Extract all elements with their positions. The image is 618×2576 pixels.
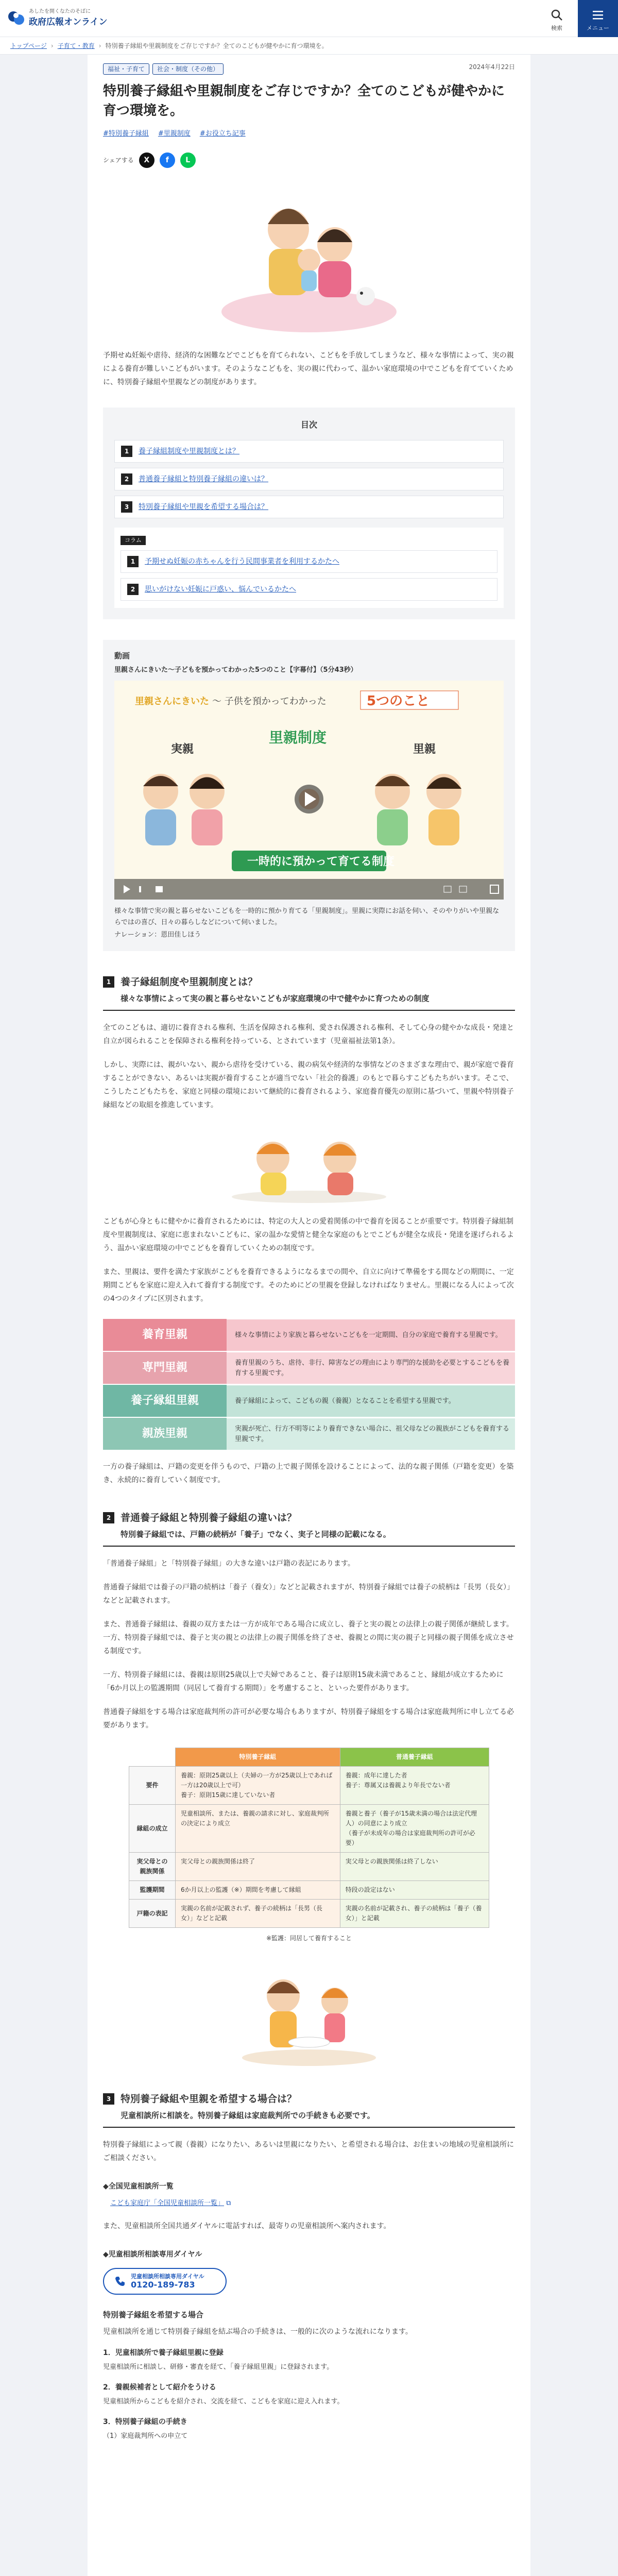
article-container: [88, 55, 530, 2576]
breadcrumb-home[interactable]: トップページ: [10, 42, 47, 49]
comparison-table: [129, 1748, 489, 1928]
banner-mid-text: 〜 子供を預かってわかった: [212, 696, 327, 707]
foster-type-desc: 実親が死亡、行方不明等により養育できない場合に、祖父母などの親族がこどもを養育する里親です。: [227, 1418, 515, 1450]
banner-small-text: 里親さんにきいた: [135, 696, 209, 707]
step-desc: 児童相談所に相談し、研修・審査を経て、「養子縁組里親」に登録されます。: [103, 2363, 334, 2371]
category-tag[interactable]: 福祉・子育て: [103, 63, 149, 75]
left-label: 実親: [171, 743, 194, 756]
menu-label: メニュー: [587, 25, 609, 31]
share-bar: [103, 151, 515, 170]
row-label: 縁組の成立: [129, 1805, 176, 1853]
toc-column-item[interactable]: [121, 550, 497, 573]
menu-button[interactable]: [578, 0, 618, 37]
section-heading-1: [103, 975, 515, 1011]
row-label: 実父母との親族関係: [129, 1853, 176, 1881]
table-cell: 特段の設定はない: [340, 1881, 489, 1900]
toc-number: 1: [121, 446, 132, 457]
foster-type-row: [103, 1418, 515, 1450]
logo-tagline: あしたを開くなたのそばに: [29, 9, 91, 14]
subheading: 特別養子縁組を希望する場合: [103, 2310, 204, 2319]
breadcrumb: [0, 37, 618, 55]
section-subtitle: 特別養子縁組では、戸籍の続柄が「養子」でなく、実子と同様の記載になる。: [121, 1530, 391, 1539]
right-label: 里親: [413, 743, 436, 756]
hashtag-link[interactable]: #お役立ち記事: [199, 130, 246, 138]
table-cell: 6か月以上の監護（※）期間を考慮して縁組: [176, 1881, 340, 1900]
table-note: ※監護：同居して養育すること: [266, 1935, 352, 1942]
search-label: 検索: [551, 25, 562, 31]
toc-item[interactable]: [114, 440, 504, 463]
table-cell: 実父母との親族関係は終了しない: [340, 1853, 489, 1881]
page-title: 特別養子縁組や里親制度をご存じですか？全てのこどもが健やかに育つ環境を。: [103, 83, 505, 118]
table-cell: 実親の名前が記載され、養子の続柄は「養子（養女）」と記載: [340, 1900, 489, 1928]
center-label: 里親制度: [269, 729, 327, 747]
foster-type-name: 養子縁組里親: [103, 1385, 227, 1417]
toc-link[interactable]: 思いがけない妊娠に戸惑い、悩んでいるかたへ: [145, 585, 296, 594]
video-section: [103, 640, 515, 951]
toc-link[interactable]: 普通養子縁組と特別養子縁組の違いは？: [139, 474, 268, 483]
foster-type-name: 親族里親: [103, 1418, 227, 1450]
section-number: 2: [103, 1512, 114, 1523]
toc-number: 2: [121, 473, 132, 485]
paragraph: また、児童相談所全国共通ダイヤルに電話すれば、最寄りの児童相談所へ案内されます。: [103, 2222, 391, 2231]
breadcrumb-category[interactable]: 子育て・教育: [57, 42, 95, 49]
row-label: 戸籍の表記: [129, 1900, 176, 1928]
paragraph: 全てのこどもは、適切に養育される権利、生活を保障される権利、愛され保護される権利、そして心身の健やかな成長・発達と自立が図られることを保障される権利を持っている、とされています（児童福祉法第1条）。: [103, 1024, 514, 1046]
table-header-row: [129, 1748, 489, 1767]
table-cell: 養親：原則25歳以上（夫婦の一方が25歳以上であれば一方は20歳以上で可） 養子：原則15歳に達していない者: [176, 1767, 340, 1805]
table-cell: 養親：成年に達した者 養子：尊属又は養親より年長でない者: [340, 1767, 489, 1805]
search-icon: [550, 8, 563, 22]
toc-number: 3: [121, 501, 132, 513]
paragraph: また、里親は、要件を満たす家族がこどもを養育できるようになるまでの間や、自立に向けて準備をする間などの期間に、一定期間こどもを家庭に迎え入れて養育する制度です。そのためにどの里親を登録しなければなりません。里親になる人によって次の4つのタイプに区別されます。: [103, 1268, 514, 1303]
step-desc: （1）家庭裁判所への申立て: [103, 2432, 188, 2441]
paragraph: また、普通養子縁組は、養親の双方または一方が成年である場合に成立し、養子と実の親との法律上の親子関係が継続します。一方、特別養子縁組では、養子と実の親との法律上の親子関係を終了させ、養親との間に実の親子と同様の親子関係を成立させる制度です。: [103, 1620, 514, 1656]
phone-number: 0120-189-783: [131, 2279, 195, 2290]
step-title: 2．養親候補者として紹介をうける: [103, 2383, 216, 2392]
section-title: 普通養子縁組と特別養子縁組の違いは？: [121, 1512, 297, 1524]
hashtag-link[interactable]: #特別養子縁組: [103, 130, 149, 138]
toc-link[interactable]: 特別養子縁組や里親を希望する場合は？: [139, 502, 268, 511]
table-cell: 実親の名前が記載されず、養子の続柄は「長男（長女）」などと記載: [176, 1900, 340, 1928]
control-next-icon[interactable]: [139, 886, 141, 892]
table-row: [129, 1767, 489, 1805]
toc-column-item[interactable]: [121, 578, 497, 601]
foster-type-desc: 養子縁組によって、こどもの親（養親）となることを希望する里親です。: [227, 1385, 515, 1417]
table-of-contents: [103, 408, 515, 619]
banner-big-text: 5つのこと: [367, 693, 430, 709]
section-number: 3: [103, 2093, 114, 2105]
column-label: コラム: [121, 536, 146, 545]
foster-type-desc: 様々な事情により家族と暮らせないこどもを一定期間、自分の家庭で養育する里親です。: [227, 1319, 515, 1351]
paragraph: 児童相談所を通じて特別養子縁組を結ぶ場合の手続きは、一般的に次のような流れになります。: [103, 2327, 413, 2336]
row-label: 監護期間: [129, 1881, 176, 1900]
phone-icon: [114, 2276, 126, 2287]
children-illustration: [227, 1127, 391, 1205]
video-title: 里親さんにきいた〜子どもを預かってわかった5つのこと【字幕付】（5分43秒）: [114, 666, 357, 674]
table-cell: 養親と養子（養子が15歳未満の場合は法定代理人）の同意により成立 （養子が未成年の場合は家庭裁判所の許可が必要）: [340, 1805, 489, 1853]
share-label: シェアする: [103, 156, 134, 164]
phone-button[interactable]: [103, 2268, 227, 2295]
toc-number: 1: [127, 556, 139, 567]
foster-type-row: [103, 1319, 515, 1351]
toc-number: 2: [127, 584, 139, 595]
hashtag-link[interactable]: #里親制度: [158, 130, 191, 138]
step-title: 1．児童相談所で養子縁組里親に登録: [103, 2348, 224, 2357]
facebook-share-icon[interactable]: f: [160, 152, 175, 168]
external-link[interactable]: こども家庭庁「全国児童相談所一覧」: [110, 2199, 225, 2207]
paragraph: 「普通養子縁組」と「特別養子縁組」の大きな違いは戸籍の表記にあります。: [103, 1560, 355, 1568]
table-row: [129, 1805, 489, 1853]
hashtag-list: [103, 128, 515, 140]
logo-mark-icon: [6, 8, 26, 28]
breadcrumb-current: 特別養子縁組や里親制度をご存じですか？全てのこどもが健やかに育つ環境を。: [105, 42, 328, 49]
paragraph: こどもが心身ともに健やかに養育されるためには、特定の大人との愛着関係の中で養育を図ることが重要です。特別養子縁組制度や里親制度は、家庭に恵まれないこどもに、家の温かな愛情と健全な家庭のもとでこどもが健全な成長・発達を遂げられるよう、温かい家庭環境の中でこどもを養育していくための制度です。: [103, 1217, 514, 1253]
toc-link[interactable]: 養子縁組制度や里親制度とは？: [139, 447, 239, 455]
toc-link[interactable]: 予期せぬ妊娠の赤ちゃんを行う民間事業者を利用するかたへ: [145, 557, 339, 566]
external-link-icon: ⧉: [226, 2199, 231, 2207]
x-share-icon[interactable]: X: [139, 152, 154, 168]
section-number: 1: [103, 976, 114, 988]
table-row: [129, 1853, 489, 1881]
subheading: ◆全国児童相談所一覧: [103, 2182, 174, 2191]
breadcrumb-separator: ›: [98, 42, 101, 49]
site-logo[interactable]: [6, 6, 140, 31]
foster-type-name: 養育里親: [103, 1319, 227, 1351]
toc-item[interactable]: [114, 496, 504, 518]
video-thumbnail: [114, 681, 504, 900]
video-caption: 様々な事情で実の親と暮らせないこどもを一時的に預かり育てる「里親制度」。里親に実際にお話を伺い、そのやりがいや里親ならではの喜び、日々の暮らしなどについて伺いました。: [114, 907, 500, 927]
section-subtitle: 児童相談所に相談を。特別養子縁組は家庭裁判所での手続きも必要です。: [121, 2110, 375, 2120]
section-heading-3: [103, 2092, 515, 2128]
toc-column-box: [114, 528, 504, 608]
video-heading: 動画: [114, 651, 130, 661]
section-title: 特別養子縁組や里親を希望する場合は？: [121, 2093, 297, 2105]
table-row: [129, 1881, 489, 1900]
table-cell: 実父母との親族関係は終了: [176, 1853, 340, 1881]
lead-paragraph: 予期せぬ妊娠や虐待、経済的な困難などでこどもを育てられない、こどもを手放してしまうなど、様々な事情によって、実の親による養育が難しいこどもがいます。そのようなこどもを、実の親に代わって、温かい家庭環境の中でこどもを育てていくために、特別養子縁組や里親などの制度があります。: [103, 351, 514, 387]
paragraph: 一方の養子縁組は、戸籍の変更を伴うもので、戸籍の上で親子関係を設けることによって、法的な親子関係（戸籍を変更）を築き、永続的に養育していく制度です。: [103, 1463, 514, 1485]
external-link-item: [103, 2197, 515, 2209]
breadcrumb-separator: ›: [50, 42, 54, 49]
step-desc: 児童相談所からこどもを紹介され、交流を経て、こどもを家庭に迎え入れます。: [103, 2397, 344, 2405]
line-share-icon[interactable]: L: [180, 152, 196, 168]
foster-type-name: 専門里親: [103, 1352, 227, 1384]
foster-type-desc: 養育里親のうち、虐待、非行、障害などの理由により専門的な援助を必要とするこどもを養育する里親です。: [227, 1352, 515, 1384]
paragraph: しかし、実際には、親がいない、親から虐待を受けている、親の病気や経済的な事情などのさまざまな理由で、親が家庭で養育することができない、あるいは実親が養育することが適当でない「社会的養護」のもとで暮らすこどもたちがいます。そこで、こうしたこどもたちを、家庭と同様の環境において継続的に養育されるよう、家庭養育優先の原則に基づいて、里親や特別養子縁組などの取組を推進しています。: [103, 1061, 514, 1110]
toc-item[interactable]: [114, 468, 504, 490]
toc-heading: 目次: [300, 420, 317, 430]
foster-type-row: [103, 1352, 515, 1384]
table-cell: 児童相談所、または、養親の請求に対し、家庭裁判所の決定により成立: [176, 1805, 340, 1853]
paragraph: 普通養子縁組をする場合は家庭裁判所の許可が必要な場合もありますが、特別養子縁組をする場合は家庭裁判所に申し立てる必要があります。: [103, 1708, 514, 1730]
bottom-label: 一時的に預かって育てる制度: [247, 855, 395, 869]
site-header: [0, 0, 618, 37]
video-narration: ナレーション：恩田佳しほう: [114, 931, 201, 939]
family-meal-illustration: [237, 1965, 381, 2068]
paragraph: 普通養子縁組では養子の戸籍の続柄は「養子（養女）」などと記載されますが、特別養子縁組では養子の続柄は「長男（長女）」などと記載されます。: [103, 1583, 514, 1605]
section-heading-2: [103, 1511, 515, 1547]
video-player[interactable]: [114, 681, 504, 900]
foster-type-row: [103, 1385, 515, 1417]
paragraph: 特別養子縁組によって親（養親）になりたい、あるいは里親になりたい、と希望される場合は、お住まいの地域の児童相談所にご相談ください。: [103, 2140, 514, 2162]
table-row: [129, 1900, 489, 1928]
column-header-ordinary: 普通養子縁組: [340, 1748, 489, 1767]
volume-icon[interactable]: [156, 886, 163, 892]
foster-types-table: [103, 1319, 515, 1450]
section-subtitle: 様々な事情によって実の親と暮らせないこどもが家庭環境の中で健やかに育つための制度: [121, 994, 430, 1004]
table-corner: [129, 1748, 176, 1767]
step-title: 3．特別養子縁組の手続き: [103, 2417, 187, 2426]
section-title: 養子縁組制度や里親制度とは？: [121, 976, 258, 988]
video-controls: [114, 879, 504, 900]
logo-title: 政府広報オンライン: [29, 17, 108, 27]
paragraph: 一方、特別養子縁組には、養親は原則25歳以上で夫婦であること、養子は原則15歳未満であること、縁組が成立するために「6か月以上の監護期間（同居して養育する期間）」を考慮すること、といった要件があります。: [103, 1671, 504, 1693]
column-header-special: 特別養子縁組: [176, 1748, 340, 1767]
phone-label: 児童相談所相談専用ダイヤル: [131, 2273, 204, 2280]
publish-date: 2024年4月22日: [469, 63, 515, 71]
subheading: ◆児童相談所相談専用ダイヤル: [103, 2250, 202, 2259]
family-hero-illustration: [211, 183, 407, 337]
search-button[interactable]: [537, 0, 577, 37]
row-label: 要件: [129, 1767, 176, 1805]
category-tag[interactable]: 社会・制度（その他）: [152, 63, 224, 75]
hamburger-icon: [591, 8, 605, 22]
